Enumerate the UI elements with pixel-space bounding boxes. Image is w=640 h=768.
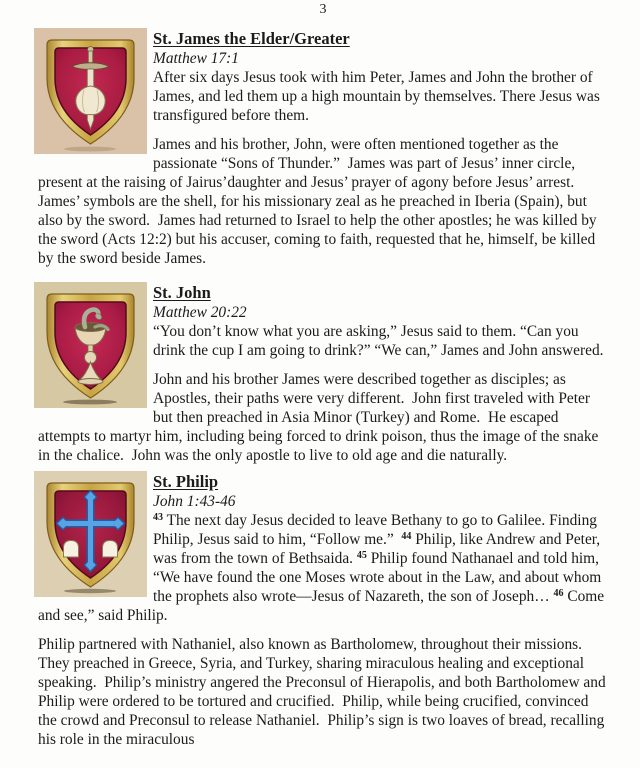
saint-description: Philip partnered with Nathaniel, also known as Bartholomew, throughout their missions. They preached in Greece, Syria, and Turkey, sharing miraculous healing and exceptional speaking. Philip’s ministry angered the Preconsul of Hierapolis, and both Bartholomew and Philip were ordered to be tortured and crucified. Philip, while being crucified, convinced the crowd and Preconsul to release Nathaniel. Philip’s sign is two loaves of bread, recalling his role in the miraculous [38,636,610,748]
verse-number: 43 [153,512,163,523]
scripture-quote: After six days Jesus took with him Peter, James and John the brother of James, and led them up a high mountain by themselves. There Jesus was transfigured before them. [153,69,604,124]
budded-cross-and-loaves-shield-icon [34,471,147,597]
st-james-crest-image [34,28,147,154]
scripture-text: Philip found Nathanael and told him, “We have found the one Moses wrote about in the Law, and about whom the prophets also wrote—Jesus of Nazareth, the son of Joseph… [153,550,606,605]
verse-reference: Matthew 17:1 [153,50,239,67]
verse-number: 44 [401,531,412,542]
section-st-john [38,282,608,465]
verse-reference: Matthew 20:22 [153,304,247,321]
verse-number: 46 [553,588,564,599]
saint-description: James and his brother, John, were often mentioned together as the passionate “Sons of Thunder.” James was part of Jesus’ inner circle, present at the raising of Jairus’daughter and Jesus’ prayer of agony before Jesus’ arrest. James’ symbols are the shell, for his missionary zeal as he preached in Iberia (Spain), but also by the sword. James had returned to Israel to help the other apostles; he was killed by the sword (Acts 12:2) but his accuser, coming to faith, requested that he, himself, be killed by the sword beside James. [38,136,601,267]
scripture-text: The next day Jesus decided to leave Bethany to go to Galilee. Finding Philip, Jesus said to him, “Follow me.” [153,512,601,548]
sword-and-scallop-shell-shield-icon [34,28,147,154]
scallop-shell-icon [76,86,105,115]
st-john-crest-image [34,282,147,408]
verse-number: 45 [356,550,367,561]
chalice-and-serpent-shield-icon [34,282,147,408]
section-st-philip [38,471,608,749]
section-title: St. Philip [153,472,219,491]
scripture-text: Come and see,” said Philip. [38,588,608,624]
section-title: St. James the Elder/Greater [153,29,350,48]
st-philip-crest-image [34,471,147,597]
page-number: 3 [319,2,327,17]
scripture-text: Philip, like Andrew and Peter, was from the town of Bethsaida. [153,531,604,567]
section-st-james [38,28,608,268]
saint-description: John and his brother James were described together as disciples; as Apostles, their paths were very different. John first traveled with Peter but then preached in Asia Minor (Turkey) and Rome. He escaped attempts to martyr him, including being forced to drink poison, thus the image of the snake in the chalice. John was the only apostle to live to old age and die naturally. [38,371,603,464]
section-title: St. John [153,283,211,302]
verse-reference: John 1:43-46 [153,493,236,510]
scripture-quote: “You don’t know what you are asking,” Jesus said to them. “Can you drink the cup I am going to drink?” “We can,” James and John answered. [153,323,604,359]
